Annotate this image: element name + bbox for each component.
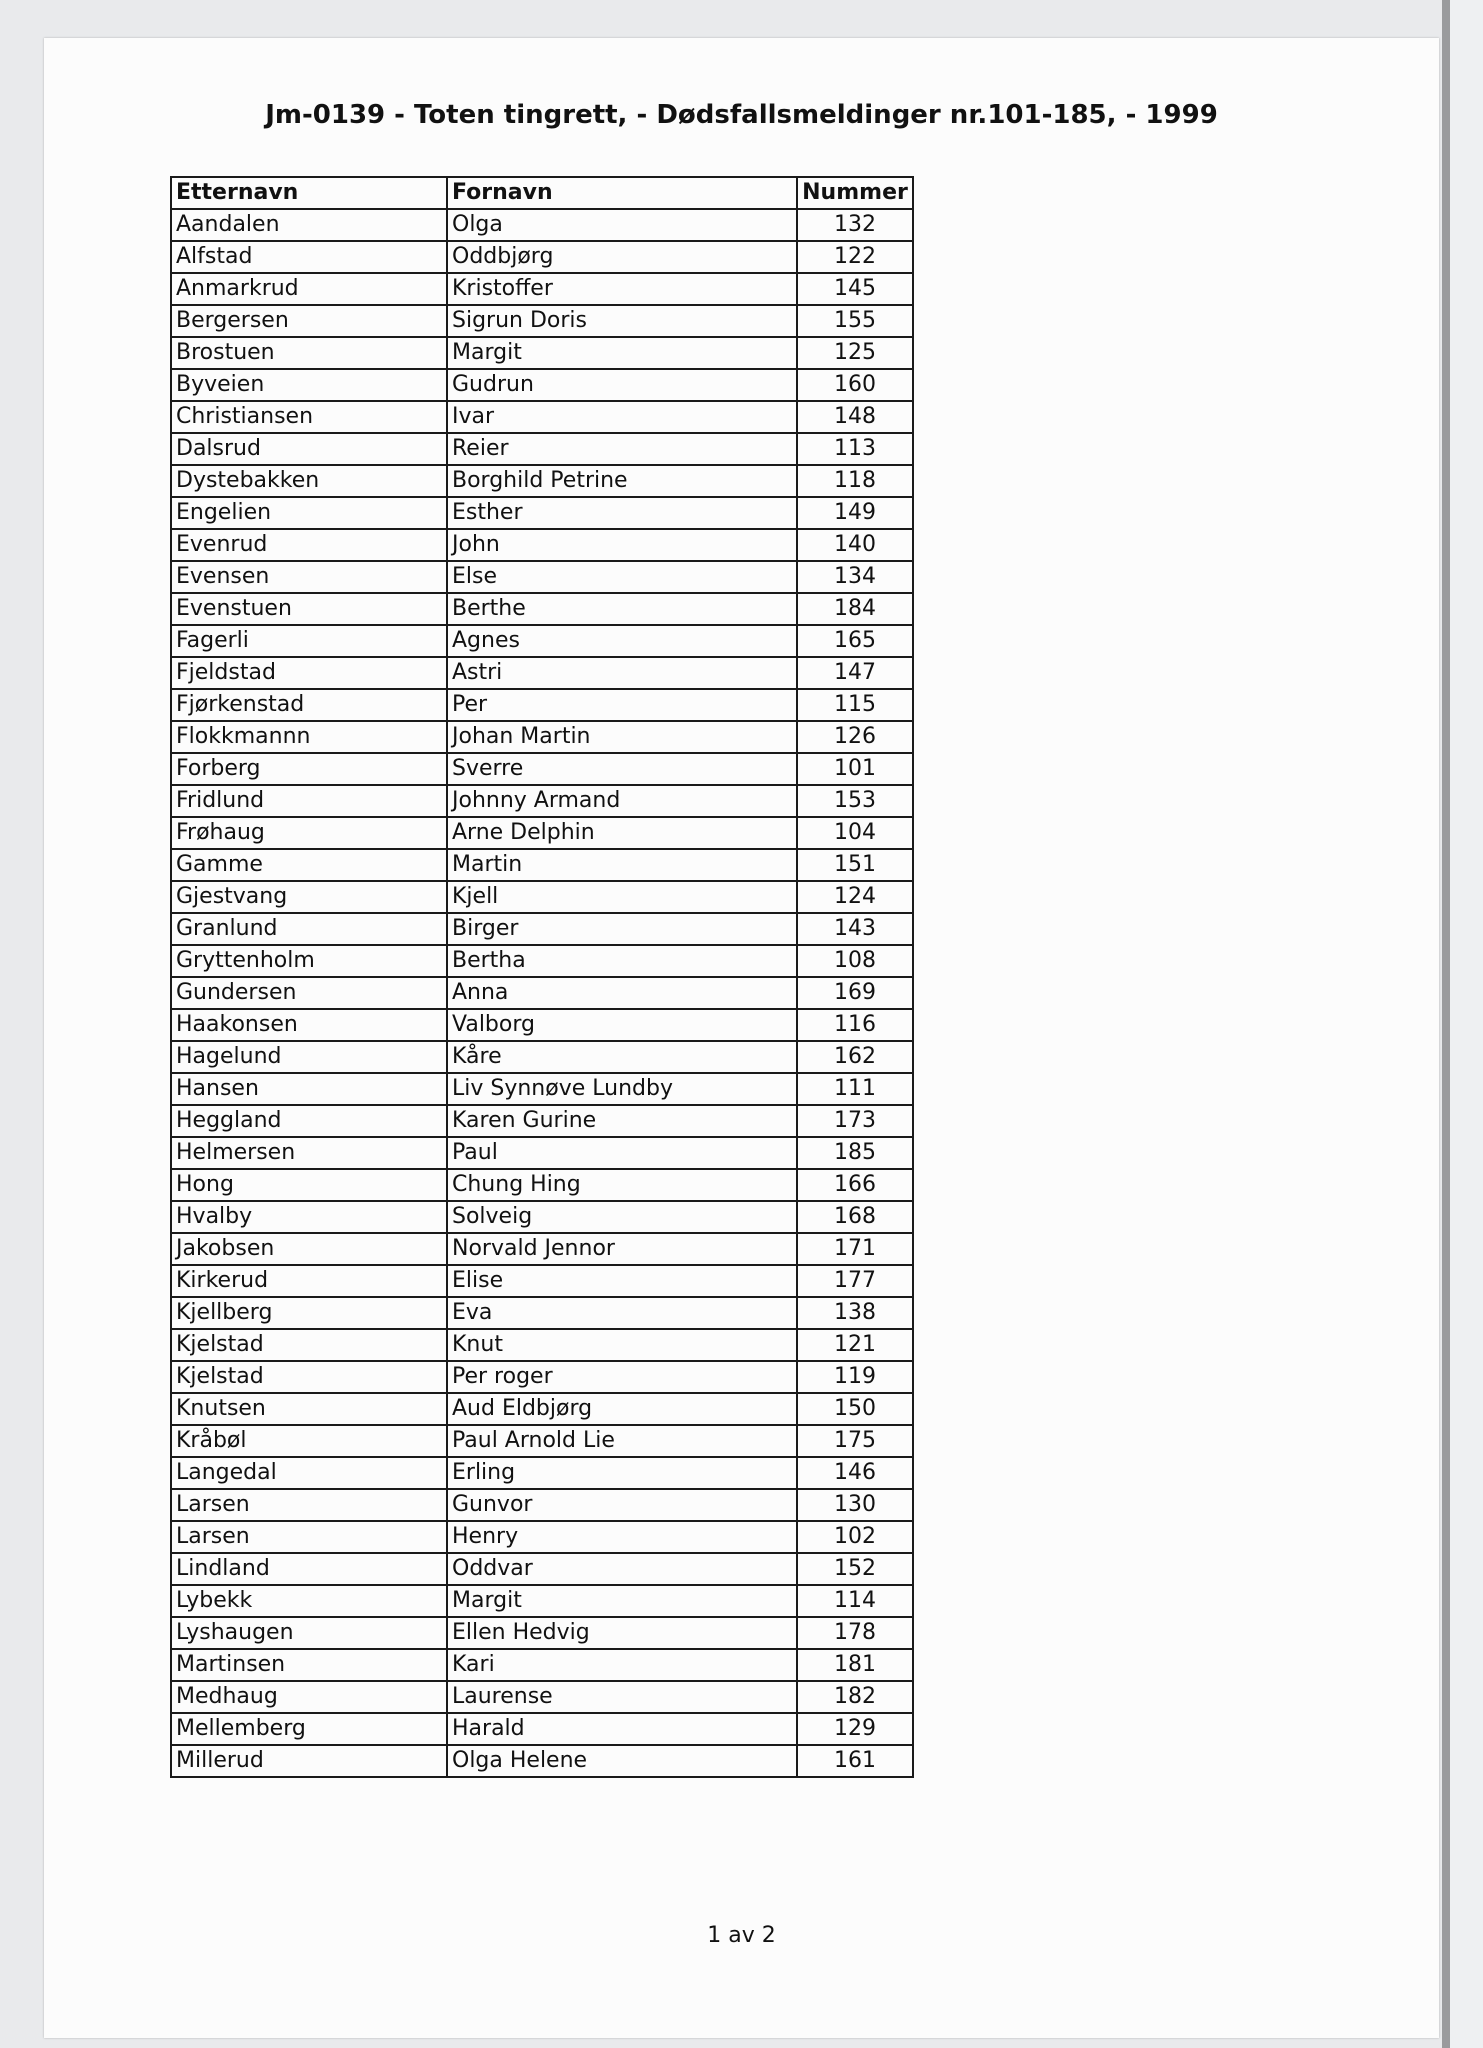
number-cell: 181	[797, 1649, 913, 1681]
surname-cell: Gjestvang	[171, 881, 447, 913]
firstname-cell: Birger	[447, 913, 797, 945]
firstname-cell: Valborg	[447, 1009, 797, 1041]
surname-cell: Evensen	[171, 561, 447, 593]
firstname-cell: Ivar	[447, 401, 797, 433]
firstname-cell: Per roger	[447, 1361, 797, 1393]
firstname-cell: Erling	[447, 1457, 797, 1489]
table-row	[171, 1137, 913, 1169]
table-row	[171, 1713, 913, 1745]
table-row	[171, 1009, 913, 1041]
firstname-cell: Gunvor	[447, 1489, 797, 1521]
surname-cell: Fjeldstad	[171, 657, 447, 689]
firstname-cell: Karen Gurine	[447, 1105, 797, 1137]
firstname-cell: Oddvar	[447, 1553, 797, 1585]
firstname-cell: Chung Hing	[447, 1169, 797, 1201]
page-edge-shadow	[1442, 0, 1450, 2048]
surname-cell: Christiansen	[171, 401, 447, 433]
number-cell: 173	[797, 1105, 913, 1137]
table-row	[171, 1393, 913, 1425]
table-row	[171, 913, 913, 945]
surname-cell: Hansen	[171, 1073, 447, 1105]
surname-cell: Flokkmannn	[171, 721, 447, 753]
table-row	[171, 721, 913, 753]
table-row	[171, 497, 913, 529]
number-cell: 185	[797, 1137, 913, 1169]
table-row	[171, 849, 913, 881]
surname-cell: Brostuen	[171, 337, 447, 369]
number-cell: 114	[797, 1585, 913, 1617]
firstname-cell: Kristoffer	[447, 273, 797, 305]
number-cell: 116	[797, 1009, 913, 1041]
number-cell: 182	[797, 1681, 913, 1713]
surname-cell: Langedal	[171, 1457, 447, 1489]
surname-cell: Larsen	[171, 1521, 447, 1553]
surname-cell: Kjellberg	[171, 1297, 447, 1329]
number-cell: 146	[797, 1457, 913, 1489]
page-number: 1 av 2	[707, 1923, 776, 1948]
firstname-cell: Solveig	[447, 1201, 797, 1233]
table-row	[171, 1745, 913, 1777]
firstname-cell: Harald	[447, 1713, 797, 1745]
number-cell: 125	[797, 337, 913, 369]
number-cell: 147	[797, 657, 913, 689]
table-row	[171, 593, 913, 625]
number-cell: 153	[797, 785, 913, 817]
number-cell: 108	[797, 945, 913, 977]
number-cell: 166	[797, 1169, 913, 1201]
number-cell: 184	[797, 593, 913, 625]
firstname-cell: Gudrun	[447, 369, 797, 401]
number-cell: 113	[797, 433, 913, 465]
firstname-cell: Olga Helene	[447, 1745, 797, 1777]
table-row	[171, 1041, 913, 1073]
surname-cell: Aandalen	[171, 209, 447, 241]
surname-cell: Larsen	[171, 1489, 447, 1521]
number-cell: 118	[797, 465, 913, 497]
number-cell: 130	[797, 1489, 913, 1521]
table-row	[171, 1489, 913, 1521]
surname-cell: Kråbøl	[171, 1425, 447, 1457]
firstname-cell: Borghild Petrine	[447, 465, 797, 497]
surname-cell: Gryttenholm	[171, 945, 447, 977]
surname-cell: Gamme	[171, 849, 447, 881]
surname-cell: Gundersen	[171, 977, 447, 1009]
number-cell: 104	[797, 817, 913, 849]
number-cell: 155	[797, 305, 913, 337]
firstname-cell: Laurense	[447, 1681, 797, 1713]
surname-cell: Lyshaugen	[171, 1617, 447, 1649]
number-cell: 121	[797, 1329, 913, 1361]
number-cell: 102	[797, 1521, 913, 1553]
table-row	[171, 1521, 913, 1553]
firstname-cell: Knut	[447, 1329, 797, 1361]
firstname-cell: Oddbjørg	[447, 241, 797, 273]
number-cell: 132	[797, 209, 913, 241]
surname-cell: Forberg	[171, 753, 447, 785]
table-row	[171, 1425, 913, 1457]
firstname-cell: Norvald Jennor	[447, 1233, 797, 1265]
table-row	[171, 625, 913, 657]
firstname-cell: Kåre	[447, 1041, 797, 1073]
firstname-cell: Olga	[447, 209, 797, 241]
surname-cell: Helmersen	[171, 1137, 447, 1169]
number-cell: 140	[797, 529, 913, 561]
surname-cell: Engelien	[171, 497, 447, 529]
firstname-cell: Johan Martin	[447, 721, 797, 753]
surname-cell: Frøhaug	[171, 817, 447, 849]
table-row	[171, 1329, 913, 1361]
column-header-firstname: Fornavn	[447, 177, 797, 209]
firstname-cell: Margit	[447, 337, 797, 369]
firstname-cell: Martin	[447, 849, 797, 881]
firstname-cell: Berthe	[447, 593, 797, 625]
number-cell: 168	[797, 1201, 913, 1233]
number-cell: 126	[797, 721, 913, 753]
surname-cell: Kirkerud	[171, 1265, 447, 1297]
firstname-cell: Elise	[447, 1265, 797, 1297]
table-row	[171, 1233, 913, 1265]
page-title: Jm-0139 - Toten tingrett, - Dødsfallsmeldinger nr.101-185, - 1999	[265, 100, 1218, 130]
table-row	[171, 401, 913, 433]
column-header-number: Nummer	[797, 177, 913, 209]
table-row	[171, 1201, 913, 1233]
table-row	[171, 977, 913, 1009]
number-cell: 160	[797, 369, 913, 401]
firstname-cell: Arne Delphin	[447, 817, 797, 849]
firstname-cell: John	[447, 529, 797, 561]
table-row	[171, 881, 913, 913]
surname-cell: Evenrud	[171, 529, 447, 561]
number-cell: 165	[797, 625, 913, 657]
surname-cell: Millerud	[171, 1745, 447, 1777]
firstname-cell: Anna	[447, 977, 797, 1009]
surname-cell: Anmarkrud	[171, 273, 447, 305]
number-cell: 162	[797, 1041, 913, 1073]
table-row	[171, 1297, 913, 1329]
firstname-cell: Paul Arnold Lie	[447, 1425, 797, 1457]
number-cell: 171	[797, 1233, 913, 1265]
surname-cell: Dystebakken	[171, 465, 447, 497]
surname-cell: Dalsrud	[171, 433, 447, 465]
firstname-cell: Esther	[447, 497, 797, 529]
firstname-cell: Johnny Armand	[447, 785, 797, 817]
firstname-cell: Reier	[447, 433, 797, 465]
table-row	[171, 1681, 913, 1713]
column-header-surname: Etternavn	[171, 177, 447, 209]
number-cell: 143	[797, 913, 913, 945]
table-row	[171, 337, 913, 369]
table-row	[171, 273, 913, 305]
firstname-cell: Margit	[447, 1585, 797, 1617]
table-row	[171, 1265, 913, 1297]
table-row	[171, 529, 913, 561]
number-cell: 161	[797, 1745, 913, 1777]
number-cell: 148	[797, 401, 913, 433]
firstname-cell: Astri	[447, 657, 797, 689]
firstname-cell: Bertha	[447, 945, 797, 977]
surname-cell: Fagerli	[171, 625, 447, 657]
surname-cell: Granlund	[171, 913, 447, 945]
table-row	[171, 209, 913, 241]
table-row	[171, 1169, 913, 1201]
table-row	[171, 1457, 913, 1489]
firstname-cell: Paul	[447, 1137, 797, 1169]
number-cell: 152	[797, 1553, 913, 1585]
number-cell: 122	[797, 241, 913, 273]
number-cell: 124	[797, 881, 913, 913]
table-row	[171, 945, 913, 977]
surname-cell: Jakobsen	[171, 1233, 447, 1265]
firstname-cell: Kjell	[447, 881, 797, 913]
table-row	[171, 561, 913, 593]
number-cell: 101	[797, 753, 913, 785]
surname-cell: Byveien	[171, 369, 447, 401]
table-header-row	[171, 177, 913, 209]
surname-cell: Kjelstad	[171, 1329, 447, 1361]
number-cell: 134	[797, 561, 913, 593]
surname-cell: Knutsen	[171, 1393, 447, 1425]
table-row	[171, 433, 913, 465]
table-row	[171, 465, 913, 497]
surname-cell: Mellemberg	[171, 1713, 447, 1745]
table-row	[171, 1553, 913, 1585]
table-row	[171, 817, 913, 849]
surname-cell: Hvalby	[171, 1201, 447, 1233]
number-cell: 178	[797, 1617, 913, 1649]
number-cell: 177	[797, 1265, 913, 1297]
table-row	[171, 305, 913, 337]
table-row	[171, 241, 913, 273]
surname-cell: Lybekk	[171, 1585, 447, 1617]
surname-cell: Lindland	[171, 1553, 447, 1585]
number-cell: 129	[797, 1713, 913, 1745]
number-cell: 111	[797, 1073, 913, 1105]
surname-cell: Medhaug	[171, 1681, 447, 1713]
surname-cell: Fjørkenstad	[171, 689, 447, 721]
number-cell: 169	[797, 977, 913, 1009]
surname-cell: Haakonsen	[171, 1009, 447, 1041]
number-cell: 175	[797, 1425, 913, 1457]
firstname-cell: Else	[447, 561, 797, 593]
table-row	[171, 369, 913, 401]
surname-cell: Bergersen	[171, 305, 447, 337]
table-row	[171, 1649, 913, 1681]
firstname-cell: Eva	[447, 1297, 797, 1329]
firstname-cell: Agnes	[447, 625, 797, 657]
surname-cell: Fridlund	[171, 785, 447, 817]
table-row	[171, 689, 913, 721]
surname-cell: Heggland	[171, 1105, 447, 1137]
table-row	[171, 1585, 913, 1617]
table-row	[171, 1617, 913, 1649]
background-edge	[1450, 0, 1483, 2048]
firstname-cell: Ellen Hedvig	[447, 1617, 797, 1649]
number-cell: 145	[797, 273, 913, 305]
table-row	[171, 785, 913, 817]
table-row	[171, 657, 913, 689]
firstname-cell: Sigrun Doris	[447, 305, 797, 337]
firstname-cell: Sverre	[447, 753, 797, 785]
surname-cell: Hagelund	[171, 1041, 447, 1073]
number-cell: 150	[797, 1393, 913, 1425]
firstname-cell: Per	[447, 689, 797, 721]
number-cell: 149	[797, 497, 913, 529]
surname-cell: Alfstad	[171, 241, 447, 273]
number-cell: 138	[797, 1297, 913, 1329]
surname-cell: Martinsen	[171, 1649, 447, 1681]
table-row	[171, 1073, 913, 1105]
firstname-cell: Henry	[447, 1521, 797, 1553]
firstname-cell: Aud Eldbjørg	[447, 1393, 797, 1425]
number-cell: 151	[797, 849, 913, 881]
surname-cell: Hong	[171, 1169, 447, 1201]
table-row	[171, 753, 913, 785]
number-cell: 119	[797, 1361, 913, 1393]
surname-cell: Evenstuen	[171, 593, 447, 625]
number-cell: 115	[797, 689, 913, 721]
firstname-cell: Liv Synnøve Lundby	[447, 1073, 797, 1105]
table-row	[171, 1361, 913, 1393]
surname-cell: Kjelstad	[171, 1361, 447, 1393]
table-row	[171, 1105, 913, 1137]
firstname-cell: Kari	[447, 1649, 797, 1681]
death-notices-table	[170, 176, 914, 1778]
